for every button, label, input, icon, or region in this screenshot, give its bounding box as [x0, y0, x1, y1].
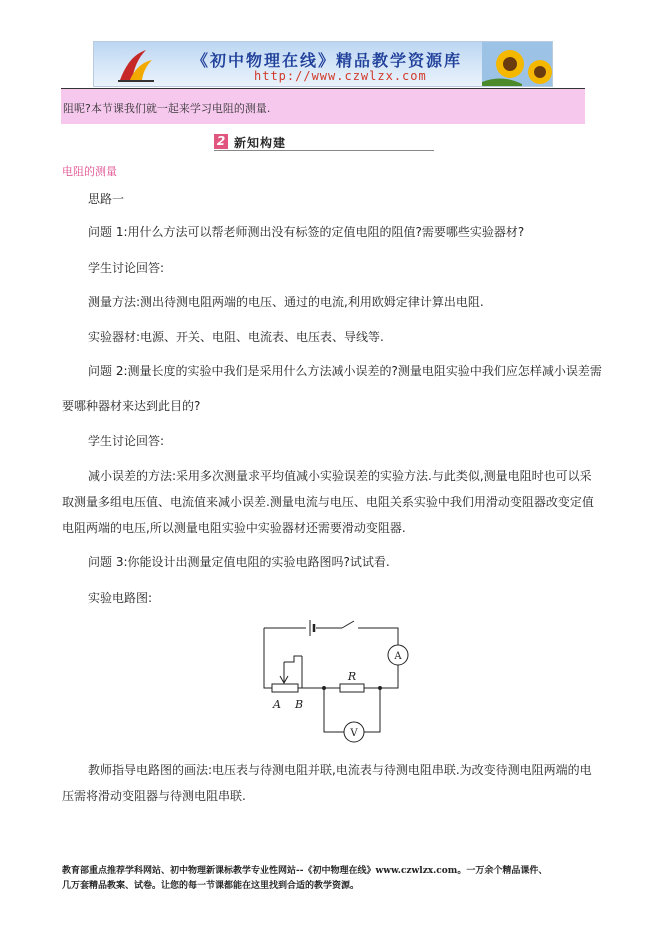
paragraph: 要哪种器材来达到此目的? [62, 399, 201, 413]
paragraph: 取测量多组电压值、电流值来减小误差.测量电流与电压、电阻关系实验中我们用滑动变阻器改变定值 [62, 495, 594, 509]
section-heading [214, 134, 434, 151]
ammeter-label: A [394, 651, 402, 662]
banner-url[interactable]: http://www.czwlzx.com [254, 69, 427, 83]
paragraph: 减小误差的方法:采用多次测量求平均值减小实验误差的实验方法.与此类似,测量电阻时也可以采 [88, 469, 592, 483]
section-number: 2 [214, 134, 228, 149]
intro-text: 阻呢?本节课我们就一起来学习电阻的测量. [63, 102, 271, 115]
circuit-diagram [258, 612, 418, 746]
paragraph: 电阻两端的电压,所以测量电阻实验中实验器材还需要滑动变阻器. [62, 521, 406, 535]
paragraph: 思路一 [88, 192, 125, 206]
paragraph: 教师指导电路图的画法:电压表与待测电阻并联,电流表与待测电阻串联.为改变待测电阻两端的电 [88, 763, 592, 777]
rheostat-symbol [272, 684, 298, 692]
site-logo-icon [116, 46, 156, 84]
paragraph: 问题 1:用什么方法可以帮老师测出没有标签的定值电阻的阻值?需要哪些实验器材? [88, 225, 525, 239]
paragraph: 实验器材:电源、开关、电阻、电流表、电压表、导线等. [88, 330, 384, 344]
paragraph: 实验电路图: [88, 591, 153, 605]
page-footer [62, 864, 602, 894]
header-banner [93, 41, 553, 87]
topic-label: 电阻的测量 [62, 165, 117, 178]
paragraph: 测量方法:测出待测电阻两端的电压、通过的电流,利用欧姆定律计算出电阻. [88, 295, 484, 309]
paragraph: 学生讨论回答: [88, 434, 165, 448]
paragraph: 问题 2:测量长度的实验中我们是采用什么方法减小误差的?测量电阻实验中我们应怎样减小误差需 [88, 364, 602, 378]
intro-bar [61, 88, 585, 124]
footer-line: 教育部重点推荐学科网站、初中物理新课标教学专业性网站--《初中物理在线》www.czwlzx.com。一万余个精品课件、 [62, 866, 548, 876]
terminal-b-label: B [295, 698, 304, 711]
resistor-label: R [347, 670, 357, 683]
section-title: 新知构建 [234, 136, 287, 150]
paragraph: 问题 3:你能设计出测量定值电阻的实验电路图吗?试试看. [88, 555, 390, 569]
terminal-a-label: A [273, 698, 281, 711]
banner-title: 《初中物理在线》精品教学资源库 [192, 51, 463, 70]
resistor-symbol [340, 684, 364, 692]
paragraph: 学生讨论回答: [88, 261, 165, 275]
sunflower-icon [482, 42, 552, 87]
switch-blade [342, 621, 354, 628]
footer-line: 几万套精品教案、试卷。让您的每一节课都能在这里找到合适的教学资源。 [62, 881, 360, 891]
voltmeter-label: V [350, 728, 358, 739]
paragraph: 压需将滑动变阻器与待测电阻串联. [62, 789, 246, 803]
